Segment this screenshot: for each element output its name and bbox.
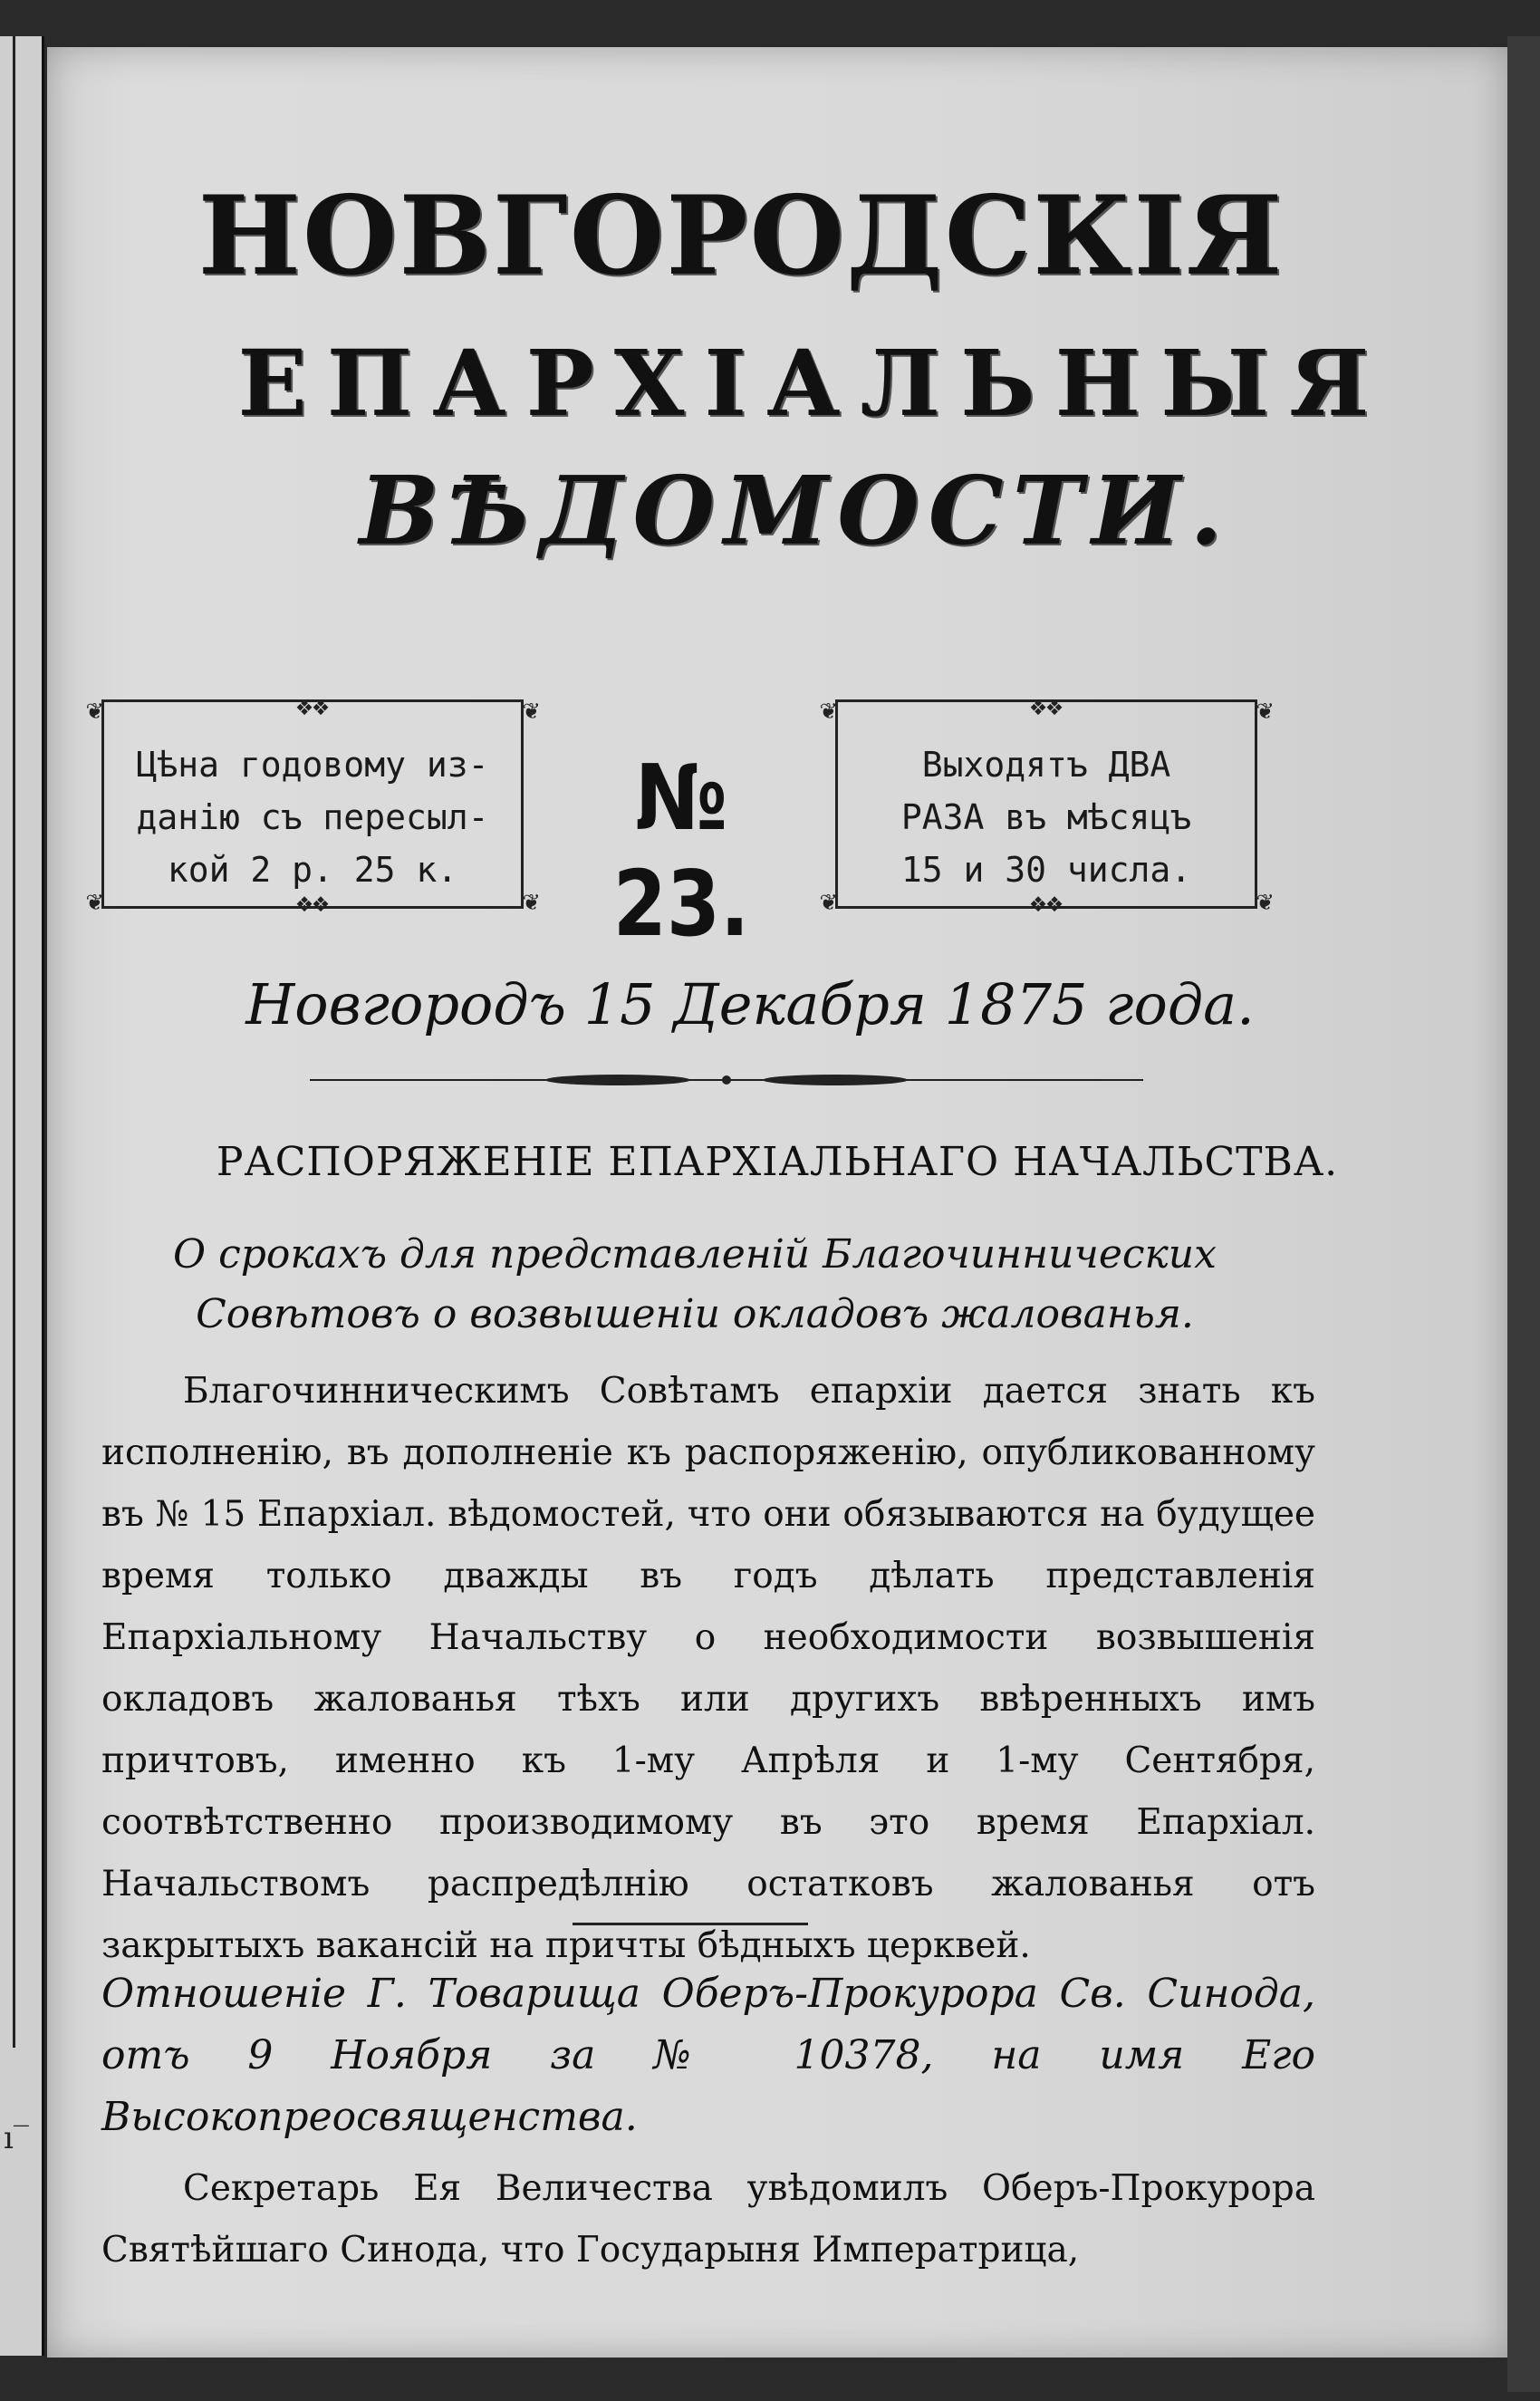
article-1-title: О срокахъ для представленій Благочиннических Совѣтовъ о возвышеніи окладовъ жалованья.	[173, 1231, 1217, 1337]
corner-ornament-icon: ❦	[522, 885, 539, 917]
adjacent-page-mark: ı‾	[4, 2120, 29, 2156]
masthead-line-1: НОВГОРОДСКІЯ	[197, 172, 1285, 300]
flourish-divider-icon	[310, 1071, 1143, 1089]
center-ornament-icon: ❖❖	[1029, 690, 1064, 722]
issue-number: № 23.	[612, 745, 750, 957]
center-ornament-icon: ❖❖	[295, 887, 330, 919]
schedule-line-2: РАЗА въ мѣсяцъ	[900, 797, 1192, 837]
article-2-body: Секретарь Ея Величества увѣдомилъ Оберъ-Прокурора Святѣйшаго Синода, что Государыня Императрица,	[101, 2168, 1315, 2271]
corner-ornament-icon: ❦	[820, 694, 837, 726]
corner-ornament-icon: ❦	[1256, 694, 1273, 726]
adjacent-page-edge	[0, 36, 44, 2356]
section-divider	[573, 1923, 808, 1925]
price-box	[86, 690, 539, 919]
center-ornament-icon: ❖❖	[295, 690, 330, 722]
article-1-body: Благочинническимъ Совѣтамъ епархіи дается знать къ исполненію, въ дополненіе къ распоряженію, опубликованному въ № 15 Епархіал. вѣдомостей, что они обязываются на будущее время только дважды въ годъ дѣлать представленія Епархіальному Начальству о необходимости возвышенія окладовъ жалованья тѣхъ или другихъ ввѣренныхъ имъ причтовъ, именно къ 1-му Апрѣля и 1-му Сентября, соотвѣтственно производимому въ это время Епархіал. Начальствомъ распредѣлнію остатковъ жалованья отъ закрытыхъ вакансій на причты бѣдныхъ церквей.	[101, 1371, 1315, 1966]
dateline: Новгородъ 15 Декабря 1875 года.	[245, 971, 1255, 1037]
masthead-line-3: ВѢДОМОСТИ.	[359, 455, 1232, 566]
schedule-line-1: Выходятъ ДВА	[921, 745, 1171, 785]
corner-ornament-icon: ❦	[86, 885, 103, 917]
newspaper-page	[47, 47, 1507, 2358]
schedule-box	[820, 690, 1273, 919]
adjacent-page-rule	[0, 36, 15, 2048]
section-heading: РАСПОРЯЖЕНІЕ ЕПАРХІАЛЬНАГО НАЧАЛЬСТВА.	[216, 1139, 1339, 1185]
price-line-1: Цѣна годовому из-	[136, 745, 489, 785]
corner-ornament-icon: ❦	[86, 694, 103, 726]
corner-ornament-icon: ❦	[522, 694, 539, 726]
price-line-3: кой 2 р. 25 к.	[167, 850, 458, 890]
corner-ornament-icon: ❦	[820, 885, 837, 917]
schedule-line-3: 15 и 30 числа.	[900, 850, 1192, 890]
article-2-title: Отношеніе Г. Товарища Оберъ-Прокурора Св. Синода, отъ 9 Ноября за № 10378, на имя Его Высокопреосвященства.	[101, 1971, 1315, 2140]
price-line-2: данію съ пересыл-	[136, 797, 489, 837]
corner-ornament-icon: ❦	[1256, 885, 1273, 917]
center-ornament-icon: ❖❖	[1029, 887, 1064, 919]
masthead-line-2: ЕПАРХІАЛЬНЫЯ	[237, 330, 1390, 437]
